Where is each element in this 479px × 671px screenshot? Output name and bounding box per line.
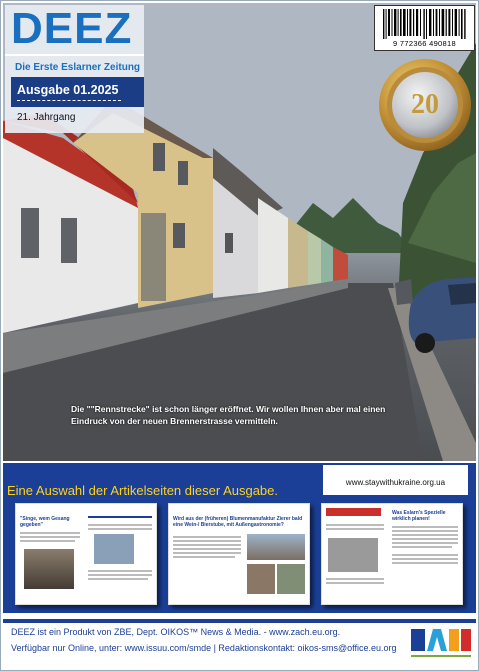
ukraine-banner[interactable] [323, 465, 468, 495]
barcode-bars [383, 9, 467, 39]
thumbnail-photo [328, 538, 378, 572]
thumbnail-photo [24, 549, 74, 589]
issue-box [11, 77, 144, 107]
footer-line-2: Verfügbar nur Online, unter: www.issuu.com/smde | Redaktionskontakt: oikos-sms@office.eu.org [11, 643, 397, 653]
anniversary-medal-icon [377, 57, 473, 153]
tagline: Die Erste Eslarner Zeitung [15, 62, 141, 73]
thumbnail-banner [326, 508, 381, 516]
article-thumbnail[interactable] [321, 503, 463, 605]
issue-divider [17, 100, 121, 101]
photo-caption: Die ""Rennstrecke" ist schon länger eröffnet. Wir wollen Ihnen aber mal einen Eindruck von der neuen Brennerstrasse vermitteln. [71, 404, 386, 426]
footer-line-1: DEEZ ist ein Produkt von ZBE, Dept. OIKOS™ News & Media. - www.zach.eu.org. [11, 627, 341, 637]
thumbnail-title: Was Eslarn's Spezielle wirklich planen! [392, 510, 446, 522]
thumbnail-photo [247, 564, 275, 594]
thumbnail-photo [247, 534, 305, 560]
thumbnail-photo [277, 564, 305, 594]
logo-divider [5, 54, 144, 56]
masthead [5, 5, 144, 133]
thumbnail-photo [94, 534, 134, 564]
volume-year: 21. Jahrgang [17, 112, 76, 123]
logo[interactable]: DEEZ [11, 4, 133, 53]
article-thumbnail[interactable] [168, 503, 310, 605]
publisher-logo-icon [411, 627, 471, 667]
footer [3, 619, 476, 670]
thumbnail-title: "Singe, wem Gesang gegeben" [20, 516, 70, 528]
anniversary-number: 20 [411, 89, 439, 120]
barcode [374, 5, 475, 51]
issue-number: Ausgabe 01.2025 [17, 83, 119, 97]
article-preview-section [3, 463, 476, 613]
thumbnail-title: Wird aus der (früheren) Blumenmanufaktur Zierer bald eine Wein-/ Bierstube, mit Außengastronomie? [173, 516, 303, 528]
ukraine-link[interactable]: www.staywithukraine.org.ua [345, 478, 446, 487]
section-heading: Eine Auswahl der Artikelseiten dieser Ausgabe. [7, 483, 279, 498]
barcode-number: 9 772366 490818 [393, 39, 456, 48]
article-thumbnail[interactable] [15, 503, 157, 605]
